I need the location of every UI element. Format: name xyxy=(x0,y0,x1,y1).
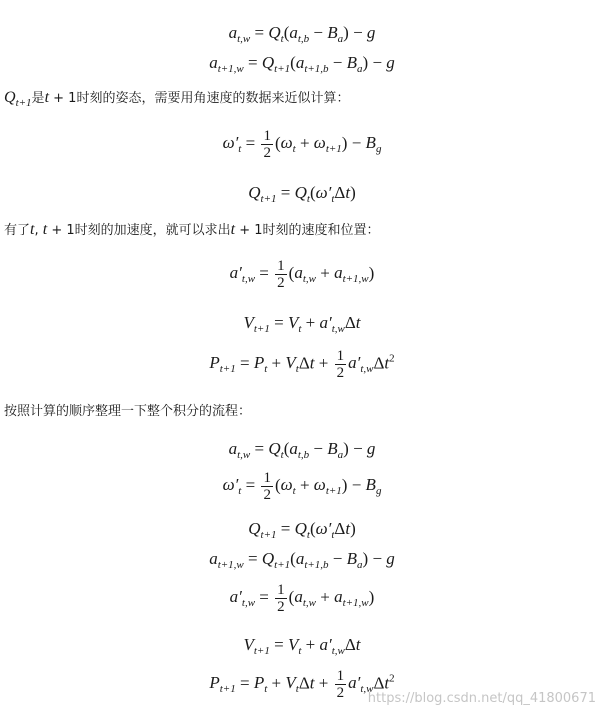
equation-acc-t-repeat: $a_{t,w} = Q_t(a_{t,b} - B_a) - g$ xyxy=(228,439,376,461)
equation-position-repeat: $P_{t+1} = P_t + V_t\Delta t$ + $\frac{1}{2}$ $a'_{t,w}\Delta t^2$ xyxy=(209,668,395,701)
watermark: https://blog.csdn.net/qq_41800671 xyxy=(367,691,596,706)
equation-avg-acc: $a'_{t,w}$ = $\frac{1}{2}$ $(a_{t,w} + a_{t+1,w})$ xyxy=(229,258,375,291)
equation-velocity-repeat: $V_{t+1} = V_t + a'_{t,w}\Delta t$ xyxy=(243,635,361,657)
equation-omega: $\omega'_t$ = $\frac{1}{2}$ $(\omega_t + \omega_{t+1}) - B_g$ xyxy=(222,128,382,161)
paragraph-acceleration: 有了t, t + 1时刻的加速度，就可以求出t + 1时刻的速度和位置： xyxy=(4,221,380,238)
equation-velocity: $V_{t+1} = V_t + a'_{t,w}\Delta t$ xyxy=(243,313,361,335)
equation-quat-repeat: $Q_{t+1} = Q_t(\omega'_t\Delta t)$ xyxy=(248,519,356,541)
paragraph-attitude: $Q_{t+1}$是t + 1时刻的姿态，需要用角速度的数据来近似计算： xyxy=(4,89,350,109)
para3-text: 按照计算的顺序整理一下整个积分的流程： xyxy=(4,404,252,419)
para1-text-b: 时刻的姿态，需要用角速度的数据来近似计算： xyxy=(76,91,350,106)
para2-text-b: 时刻的加速度，就可以求出 xyxy=(74,223,231,238)
equation-omega-repeat: $\omega'_t$ = $\frac{1}{2}$ $(\omega_t + \omega_{t+1}) - B_g$ xyxy=(222,470,382,503)
para2-text-c: 时刻的速度和位置： xyxy=(262,223,380,238)
equation-acc-t1-repeat: $a_{t+1,w} = Q_{t+1}(a_{t+1,b} - B_a) - g$ xyxy=(209,549,395,571)
para1-text-a: 是 xyxy=(31,91,45,106)
para2-text-a: 有了 xyxy=(4,223,31,238)
equation-acc-t: $a_{t,w} = Q_t(a_{t,b} - B_a) - g$ xyxy=(228,23,376,45)
equation-quat: $Q_{t+1} = Q_t(\omega'_t\Delta t)$ xyxy=(248,183,356,205)
equation-avg-acc-repeat: $a'_{t,w}$ = $\frac{1}{2}$ $(a_{t,w} + a_{t+1,w})$ xyxy=(229,582,375,615)
equation-acc-t1: $a_{t+1,w} = Q_{t+1}(a_{t+1,b} - B_a) - g$ xyxy=(209,53,395,75)
equation-position: $P_{t+1} = P_t + V_t\Delta t$ + $\frac{1}{2}$ $a'_{t,w}\Delta t^2$ xyxy=(209,348,395,381)
paragraph-process xyxy=(4,402,251,422)
